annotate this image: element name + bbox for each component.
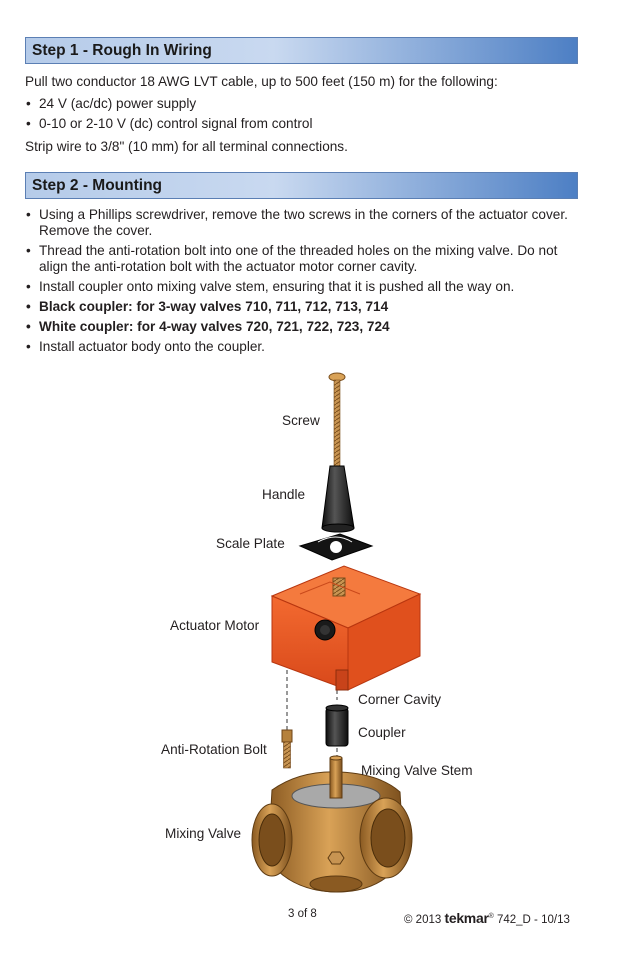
actuator-motor-part — [272, 566, 420, 690]
label-handle: Handle — [262, 487, 306, 502]
step1-title: Step 1 - Rough In Wiring — [32, 42, 212, 59]
label-anti-rotation-bolt: Anti-Rotation Bolt — [161, 742, 267, 757]
list-item: • Install actuator body onto the coupler. — [25, 339, 585, 355]
list-item: • Thread the anti-rotation bolt into one of the threaded holes on the mixing valve. Do not align the anti-rotation bolt with the actuator motor corner cavity. — [25, 243, 585, 275]
brand-logo: tekmar — [444, 910, 489, 926]
label-actuator-motor: Actuator Motor — [170, 618, 260, 633]
label-screw: Screw — [282, 413, 320, 428]
handle-part — [322, 466, 354, 532]
list-item: • Using a Phillips screwdriver, remove the two screws in the corners of the actuator cover. Remove the cover. — [25, 207, 585, 239]
label-mixing-valve: Mixing Valve — [165, 826, 242, 841]
label-mixing-valve-stem: Mixing Valve Stem — [361, 763, 473, 778]
label-scale-plate: Scale Plate — [216, 536, 285, 551]
step2-title: Step 2 - Mounting — [32, 177, 163, 194]
screw-part — [329, 373, 345, 466]
coupler-part — [326, 705, 348, 746]
label-coupler: Coupler — [358, 725, 406, 740]
anti-rotation-bolt-part — [282, 730, 292, 768]
document-code: 742_D - 10/13 — [496, 914, 570, 926]
label-corner-cavity: Corner Cavity — [358, 692, 442, 707]
list-item: • 24 V (ac/dc) power supply — [25, 96, 585, 112]
step1-outro: Strip wire to 3/8" (10 mm) for all terminal connections. — [25, 139, 348, 154]
footer-credit — [404, 910, 570, 926]
list-item: • 0-10 or 2-10 V (dc) control signal from control — [25, 116, 585, 132]
page-number: 3 of 8 — [288, 908, 317, 920]
list-item: • White coupler: for 4-way valves 720, 721, 722, 723, 724 — [25, 319, 585, 335]
step1-intro: Pull two conductor 18 AWG LVT cable, up to 500 feet (150 m) for the following: — [25, 74, 498, 89]
scale-plate-part — [300, 534, 372, 560]
copyright: © 2013 — [404, 914, 442, 926]
list-item: • Install coupler onto mixing valve stem, ensuring that it is pushed all the way on. — [25, 279, 585, 295]
registered-mark: ® — [488, 913, 494, 921]
list-item: • Black coupler: for 3-way valves 710, 711, 712, 713, 714 — [25, 299, 585, 315]
